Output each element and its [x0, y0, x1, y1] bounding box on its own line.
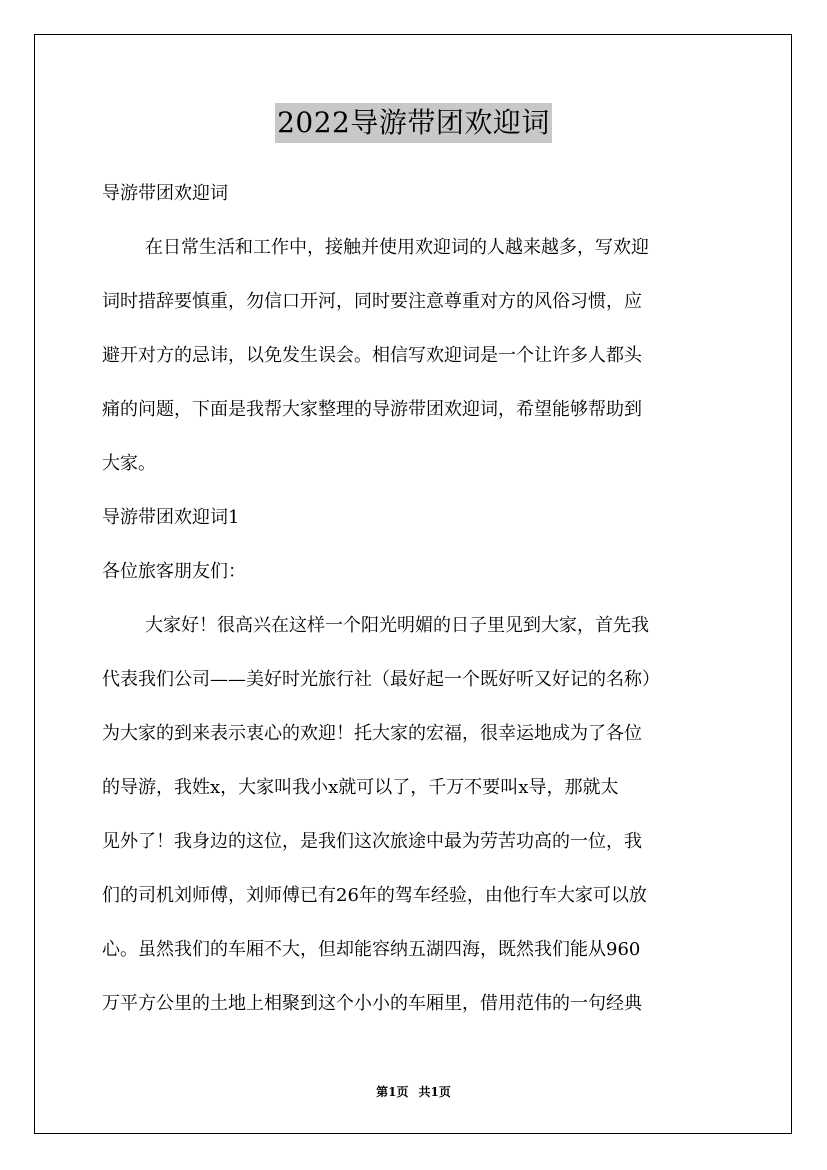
- body-line: 为大家的到来表示衷心的欢迎！托大家的宏福，很幸运地成为了各位: [102, 723, 642, 744]
- body-line: 心。虽然我们的车厢不大，但却能容纳五湖四海，既然我们能从960: [102, 939, 641, 960]
- body-line: 们的司机刘师傅，刘师傅已有26年的驾车经验，由他行车大家可以放: [102, 885, 647, 906]
- document-title: 2022导游带团欢迎词: [275, 103, 552, 143]
- page-total: 共1页: [418, 1085, 451, 1099]
- body-line: 代表我们公司——美好时光旅行社（最好起一个既好听又好记的名称）: [102, 669, 660, 690]
- document-title-wrap: [0, 103, 827, 143]
- intro-line: 在日常生活和工作中，接触并使用欢迎词的人越来越多，写欢迎: [145, 237, 649, 258]
- body-line: 万平方公里的土地上相聚到这个小小的车厢里，借用范伟的一句经典: [102, 993, 642, 1014]
- salutation: 各位旅客朋友们：: [102, 561, 246, 582]
- intro-line: 大家。: [102, 453, 156, 474]
- page-number: 第1页: [376, 1085, 409, 1099]
- section-heading: 导游带团欢迎词1: [102, 507, 240, 528]
- body-line: 的导游，我姓x，大家叫我小x就可以了，千万不要叫x导，那就太: [102, 777, 619, 798]
- intro-line: 词时措辞要慎重，勿信口开河，同时要注意尊重对方的风俗习惯，应: [102, 291, 642, 312]
- document-subtitle: 导游带团欢迎词: [102, 183, 228, 204]
- intro-line: 避开对方的忌讳，以免发生误会。相信写欢迎词是一个让许多人都头: [102, 345, 642, 366]
- body-line: 见外了！我身边的这位，是我们这次旅途中最为劳苦功高的一位，我: [102, 831, 642, 852]
- body-line: 大家好！很高兴在这样一个阳光明媚的日子里见到大家，首先我: [145, 615, 649, 636]
- page-footer: [0, 1083, 827, 1100]
- intro-line: 痛的问题，下面是我帮大家整理的导游带团欢迎词，希望能够帮助到: [102, 399, 642, 420]
